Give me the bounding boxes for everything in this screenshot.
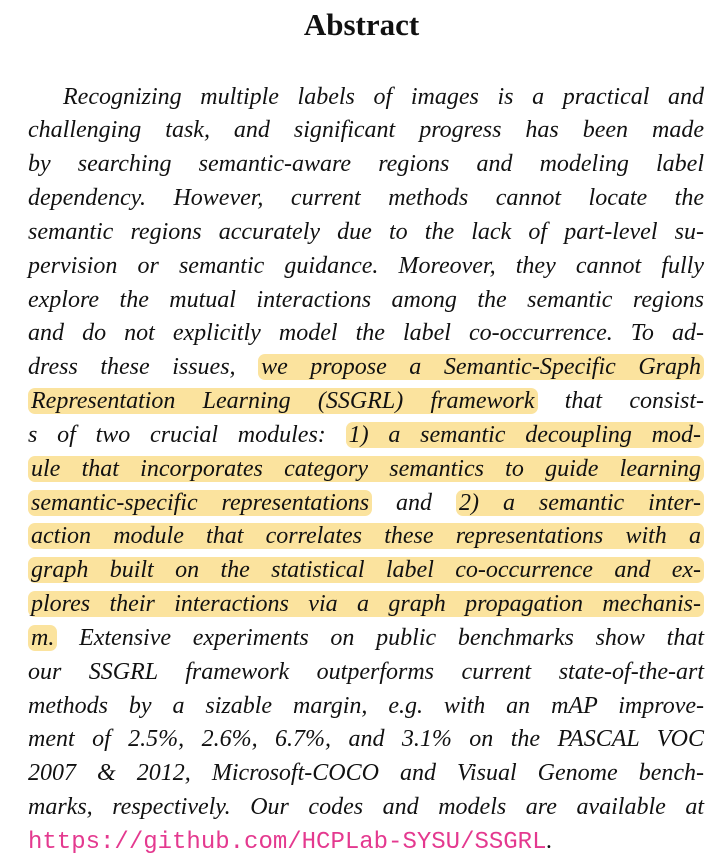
highlight-span: 2) a semantic inter- [456, 490, 704, 516]
abstract-line: s of two crucial modules: 1) a semantic decoupling mod- [28, 418, 704, 452]
abstract-line: and do not explicitly model the label co-occurrence. To ad- [28, 320, 704, 346]
abstract-line: marks, respectively. Our codes and models are available at [28, 794, 704, 820]
abstract-line [28, 452, 704, 486]
highlight-span: 1) a semantic decoupling mod- [346, 422, 704, 448]
abstract-line: 2007 & 2012, Microsoft-COCO and Visual Genome bench- [28, 760, 704, 786]
abstract-line: our SSGRL framework outperforms current state-of-the-art [28, 659, 704, 685]
abstract-title: Abstract [303, 7, 420, 42]
abstract-line [28, 519, 704, 553]
highlight-span: graph built on the statistical label co-occurrence and ex- [28, 557, 704, 583]
abstract-line: challenging task, and significant progress has been made [28, 117, 704, 143]
abstract-line: dress these issues, we propose a Semantic-Specific Graph [28, 350, 704, 384]
highlight-span: m. [28, 625, 57, 651]
highlight-span: action module that correlates these representations with a [28, 523, 704, 549]
abstract-line: dependency. However, current methods cannot locate the [28, 185, 704, 211]
abstract-line: Representation Learning (SSGRL) framework that consist- [28, 384, 704, 418]
code-link[interactable]: https://github.com/HCPLab-SYSU/SSGRL [28, 829, 547, 856]
abstract-line: semantic-specific representations and 2) a semantic inter- [28, 486, 704, 520]
abstract-line: methods by a sizable margin, e.g. with an mAP improve- [28, 693, 704, 719]
highlight-span: plores their interactions via a graph propagation mechanis- [28, 591, 704, 617]
abstract-line [28, 587, 704, 621]
abstract-line: ment of 2.5%, 2.6%, 6.7%, and 3.1% on the PASCAL VOC [28, 726, 704, 752]
abstract-line [28, 553, 704, 587]
abstract-line: semantic regions accurately due to the lack of part-level su- [28, 219, 704, 245]
highlight-span: Representation Learning (SSGRL) framework [28, 388, 538, 414]
abstract-line: Recognizing multiple labels of images is a practical and [63, 84, 704, 110]
abstract-line: explore the mutual interactions among the semantic regions [28, 287, 704, 313]
abstract-line: m. Extensive experiments on public benchmarks show that [28, 621, 704, 655]
highlight-span: we propose a Semantic-Specific Graph [258, 354, 704, 380]
abstract-line: https://github.com/HCPLab-SYSU/SSGRL. [28, 828, 553, 856]
highlight-span: ule that incorporates category semantics to guide learning [28, 456, 704, 482]
abstract-line: pervision or semantic guidance. Moreover, they cannot fully [28, 253, 704, 279]
highlight-span: semantic-specific representations [28, 490, 372, 516]
abstract-line: by searching semantic-aware regions and modeling label [28, 151, 704, 177]
